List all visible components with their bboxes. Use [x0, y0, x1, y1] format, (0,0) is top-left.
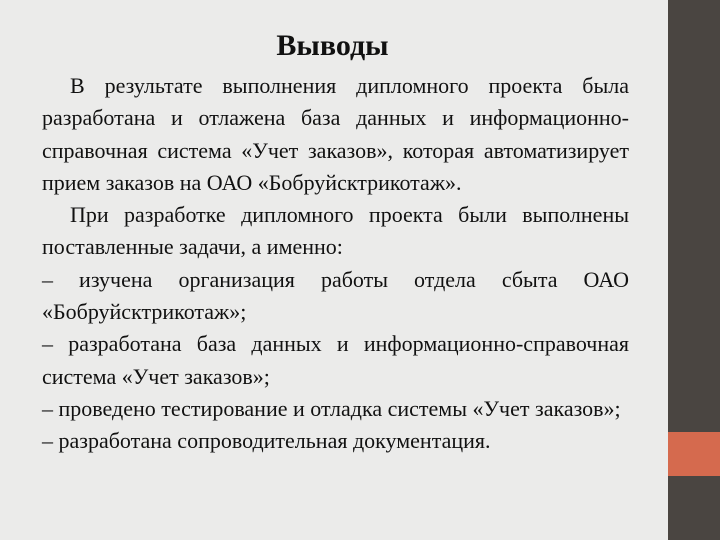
list-item-documentation: – разработана сопроводительная документация.	[42, 428, 491, 454]
paragraph-conclusion: В результате выполнения дипломного проекта была разработана и отлажена база данных и информационно-справочная система «Учет заказов», которая автоматизирует прием заказов на ОАО «Бобруйсктрикотаж».	[42, 73, 629, 195]
list-item-database: – разработана база данных и информационно-справочная система «Учет заказов»;	[42, 331, 629, 389]
list-item-testing: – проведено тестирование и отладка системы «Учет заказов»;	[42, 395, 621, 421]
sidebar-accent-block	[668, 432, 720, 476]
list-item-study: – изучена организация работы отдела сбыта ОАО «Бобруйсктрикотаж»;	[42, 266, 629, 325]
slide-body	[42, 70, 629, 458]
slide-title	[0, 26, 668, 66]
paragraph-tasks: При разработке дипломного проекта были выполнены поставленные задачи, а именно:	[42, 202, 629, 260]
slide-title-text: Выводы	[276, 29, 389, 62]
